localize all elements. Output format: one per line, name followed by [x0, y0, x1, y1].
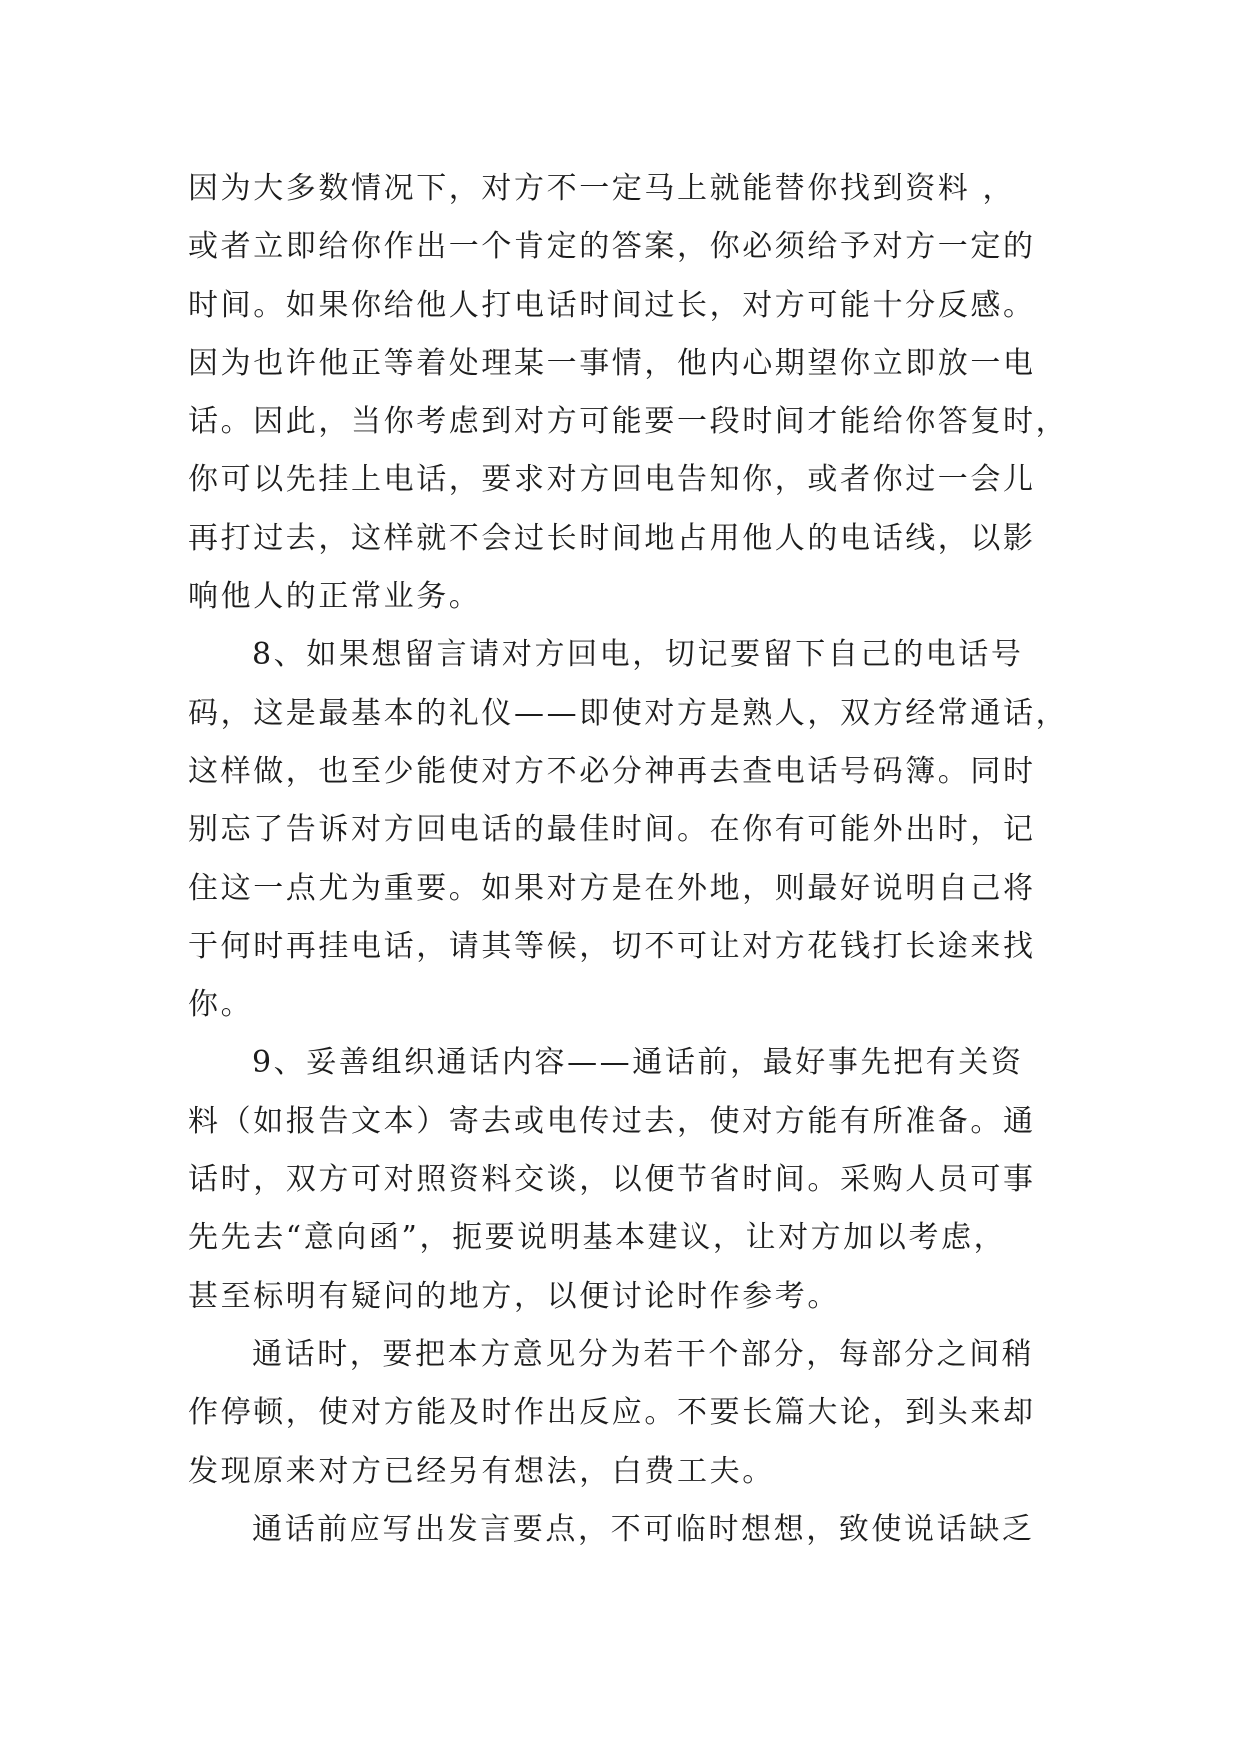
text-line: 你。 — [188, 987, 254, 1023]
text-line: 通话时，要把本方意见分为若干个部分，每部分之间稍 — [252, 1336, 1035, 1372]
text-line: 你可以先挂上电话，要求对方回电告知你，或者你过一会儿 — [188, 462, 1036, 498]
text-line: 因为也许他正等着处理某一事情，他内心期望你立即放一电 — [188, 345, 1036, 381]
text-line: 话时，双方可对照资料交谈，以便节省时间。采购人员可事 — [188, 1162, 1036, 1198]
text-line: 别忘了告诉对方回电话的最佳时间。在你有可能外出时，记 — [188, 812, 1036, 848]
text-line: 料（如报告文本）寄去或电传过去，使对方能有所准备。通 — [188, 1103, 1036, 1139]
text-line: 响他人的正常业务。 — [188, 579, 482, 615]
text-line: 时间。如果你给他人打电话时间过长，对方可能十分反感。 — [188, 287, 1036, 323]
text-line: 作停顿，使对方能及时作出反应。不要长篇大论，到头来却 — [188, 1395, 1036, 1431]
text-line: 这样做，也至少能使对方不必分神再去查电话号码簿。同时 — [188, 753, 1036, 789]
text-line: 再打过去，这样就不会过长时间地占用他人的电话线，以影 — [188, 520, 1036, 556]
text-line: 因为大多数情况下，对方不一定马上就能替你找到资料 ， — [188, 171, 1016, 206]
text-line: 先先去“意向函”，扼要说明基本建议，让对方加以考虑， — [188, 1220, 1007, 1256]
text-line: 码，这是最基本的礼仪——即使对方是熟人，双方经常通话， — [188, 695, 1069, 731]
text-line: 于何时再挂电话，请其等候，切不可让对方花钱打长途来找 — [188, 928, 1036, 964]
document-body — [188, 160, 1068, 1559]
text-line: 9、妥善组织通话内容——通话前，最好事先把有关资 — [252, 1045, 1024, 1081]
text-line: 8、如果想留言请对方回电，切记要留下自己的电话号 — [252, 637, 1024, 673]
text-line: 住这一点尤为重要。如果对方是在外地，则最好说明自己将 — [188, 870, 1036, 906]
text-line: 发现原来对方已经另有想法，白费工夫。 — [188, 1453, 775, 1489]
text-line: 话。因此，当你考虑到对方可能要一段时间才能给你答复时， — [188, 404, 1069, 440]
text-line: 或者立即给你作出一个肯定的答案，你必须给予对方一定的 — [188, 229, 1036, 265]
text-line: 通话前应写出发言要点，不可临时想想，致使说话缺乏 — [252, 1511, 1035, 1547]
text-line: 甚至标明有疑问的地方，以便讨论时作参考。 — [188, 1278, 840, 1314]
